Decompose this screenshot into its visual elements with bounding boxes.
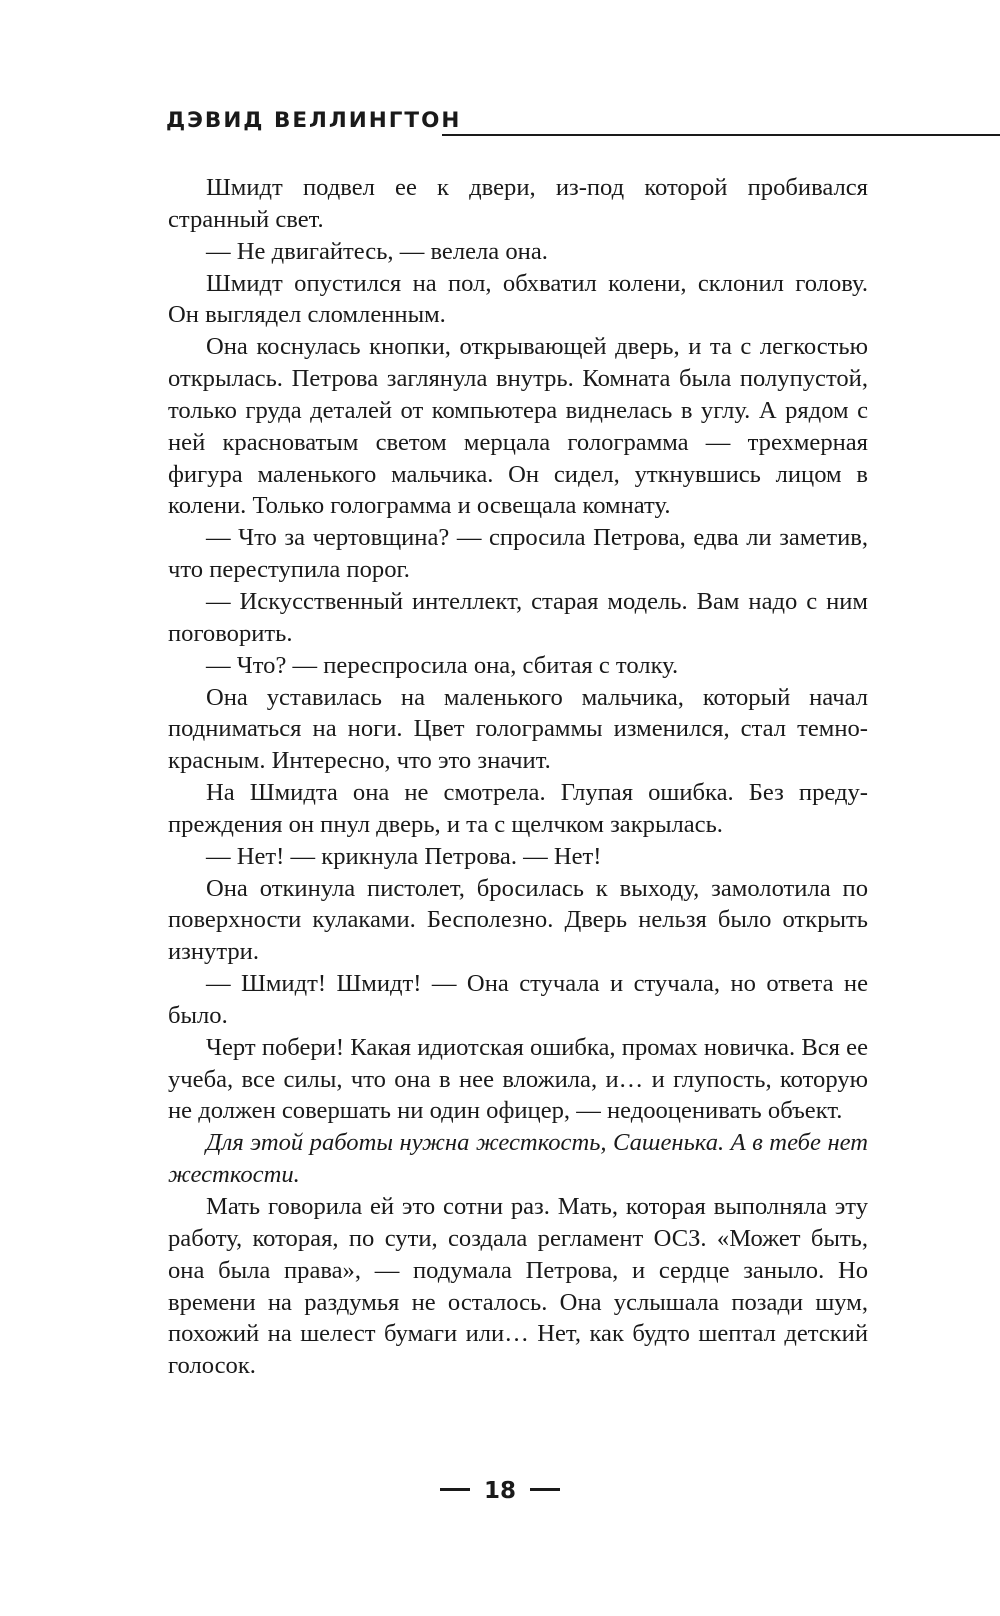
running-title: ДЭВИД ВЕЛЛИНГТОН [166,108,462,133]
header-rule [442,134,1000,136]
paragraph: Для этой работы нужна жесткость, Сашенька. А в тебе нет жесткости. [168,1129,868,1189]
paragraph: Шмидт опустился на пол, обхватил колени, склонил голову. Он выглядел сломленным. [168,269,868,329]
paragraph: Шмидт подвел ее к двери, из-под которой пробивался странный свет. [168,174,868,233]
folio-dash-right [530,1488,560,1491]
folio-dash-left [440,1488,470,1491]
paragraph: Мать говорила ей это сотни раз. Мать, которая выполняла эту работу, которая, по сути, создала регламент ОСЗ. «Может быть, она была права», — подумала Петрова, и сердце заныло. Но времени на раздумья не осталось. Она услышала позади шум, похожий на шелест бумаги или… Нет, как будто шептал детский голосок. [168,1193,868,1380]
running-header [166,108,1000,138]
paragraph: — Искусственный интеллект, старая модель. Вам надо с ним поговорить. [168,587,868,647]
paragraph: Черт побери! Какая идиотская ошибка, промах новичка. Вся ее учеба, все силы, что она в нее вложила, и… и глупость, которую не должен совершать ни один офицер, — недооценивать объект. [168,1033,868,1125]
page-number: 18 [483,1478,516,1504]
paragraph: Она откинула пистолет, бросилась к выходу, замолотила по поверхности кулаками. Бесполезно. Дверь нельзя было открыть изнутри. [168,874,868,966]
body-text [168,172,868,1382]
page-folio [0,1478,1000,1504]
paragraph: — Шмидт! Шмидт! — Она стучала и стучала, но ответа не было. [168,970,868,1029]
paragraph: — Нет! — крикнула Петрова. — Нет! [206,842,602,870]
paragraph: — Что за чертовщина? — спросила Петрова, едва ли заметив, что переступила порог. [168,524,868,584]
paragraph: — Что? — переспросила она, сбитая с толку. [206,651,679,679]
paragraph: — Не двигайтесь, — велела она. [206,237,548,265]
paragraph: Она коснулась кнопки, открывающей дверь, и та с легкостью открылась. Петрова заглянула внутрь. Комната была полупустой, только груда деталей от компьютера виднелась в углу. А рядом с ней красноватым светом мерцала голограмма — трехмерная фигура маленького мальчика. Он сидел, уткнувшись лицом в колени. Только голограмма и освещала комнату. [168,333,868,520]
paragraph: Она уставилась на маленького мальчика, который начал подниматься на ноги. Цвет голограммы изменился, стал темно-красным. Интересно, что это значит. [168,683,868,775]
paragraph: На Шмидта она не смотрела. Глупая ошибка. Без предупреждения он пнул дверь, и та с щелчком закрылась. [168,779,868,838]
